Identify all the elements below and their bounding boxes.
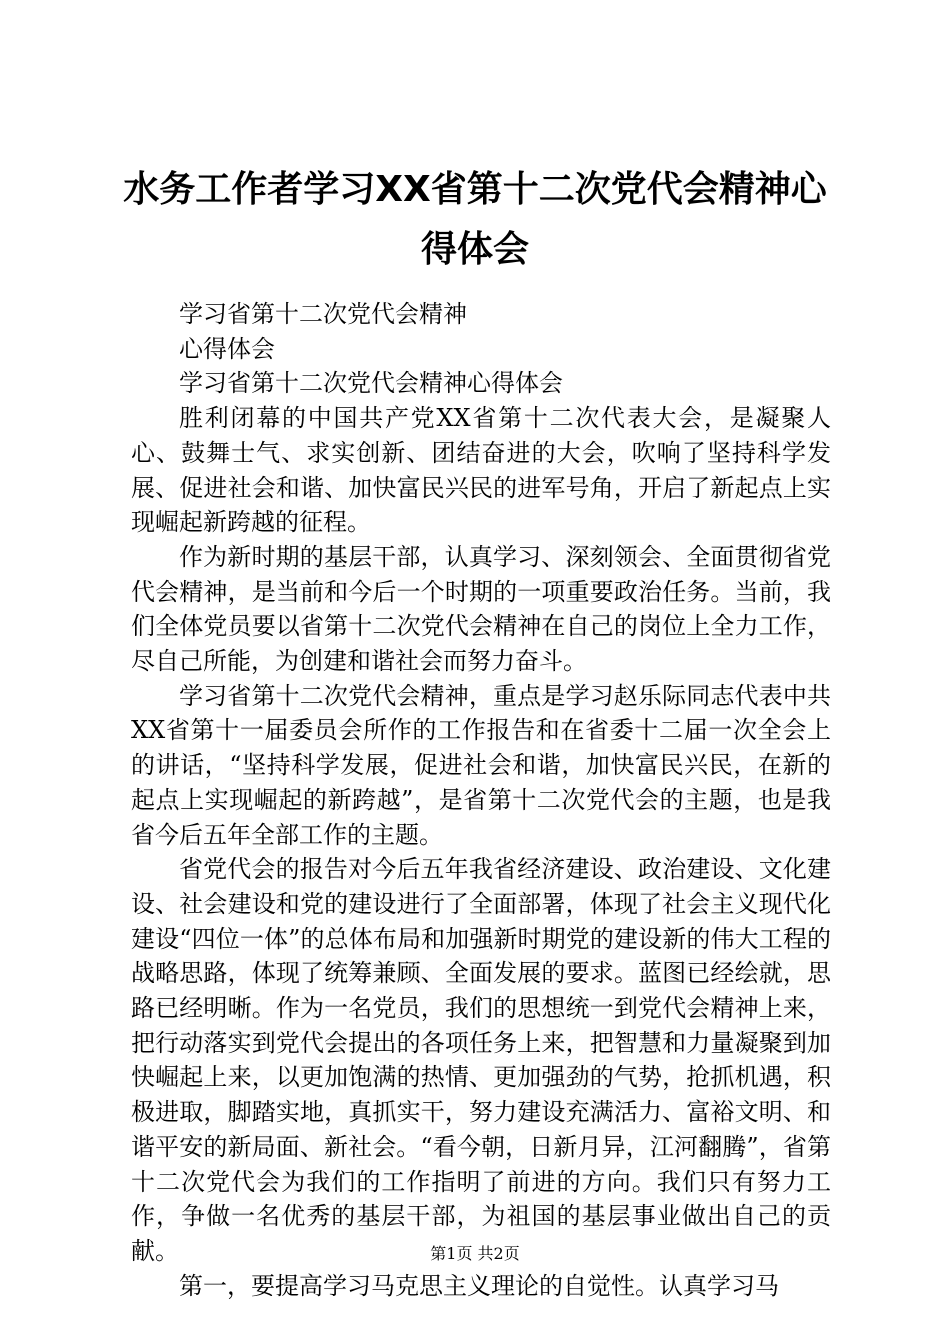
document-body [131,297,831,1303]
paragraph-heading-3: 学习省第十二次党代会精神心得体会 [179,369,563,398]
paragraph-2: 作为新时期的基层干部，认真学习、深刻领会、全面贯彻省党代会精神，是当前和今后一个时期的一项重要政治任务。当前，我们全体党员要以省第十二次党代会精神在自己的岗位上全力工作，尽自己所能，为创建和谐社会而努力奋斗。 [131,542,831,676]
paragraph-heading-2: 心得体会 [179,334,275,363]
paragraph-3: 学习省第十二次党代会精神，重点是学习赵乐际同志代表中共XX省第十一届委员会所作的工作报告和在省委十二届一次全会上的讲话，“坚持科学发展，促进社会和谐，加快富民兴民，在新的起点上实现崛起的新跨越”，是省第十二次党代会的主题，也是我省今后五年全部工作的主题。 [131,681,831,849]
paragraph-heading-1: 学习省第十二次党代会精神 [179,300,467,328]
document-title: 水务工作者学习XX省第十二次党代会精神心得体会 [123,169,827,270]
paragraph-5: 第一，要提高学习马克思主义理论的自觉性。认真学习马 [179,1271,779,1300]
page-number-footer: 第1页 共2页 [430,1244,520,1263]
paragraph-1: 胜利闭幕的中国共产党XX省第十二次代表大会，是凝聚人心、鼓舞士气、求实创新、团结奋进的大会，吹响了坚持科学发展、促进社会和谐、加快富民兴民的进军号角，开启了新起点上实现崛起新跨越的征程。 [131,404,831,537]
paragraph-4: 省党代会的报告对今后五年我省经济建设、政治建设、文化建设、社会建设和党的建设进行了全面部署，体现了社会主义现代化建设“四位一体”的总体布局和加强新时期党的建设新的伟大工程的战略思路，体现了统筹兼顾、全面发展的要求。蓝图已经绘就，思路已经明晰。作为一名党员，我们的思想统一到党代会精神上来，把行动落实到党代会提出的各项任务上来，把智慧和力量凝聚到加快崛起上来，以更加饱满的热情、更加强劲的气势，抢抓机遇，积极进取，脚踏实地，真抓实干，努力建设充满活力、富裕文明、和谐平安的新局面、新社会。“看今朝，日新月异，江河翻腾”，省第十二次党代会为我们的工作指明了前进的方向。我们只有努力工作，争做一名优秀的基层干部，为祖国的基层事业做出自己的贡献。 [131,855,831,1265]
